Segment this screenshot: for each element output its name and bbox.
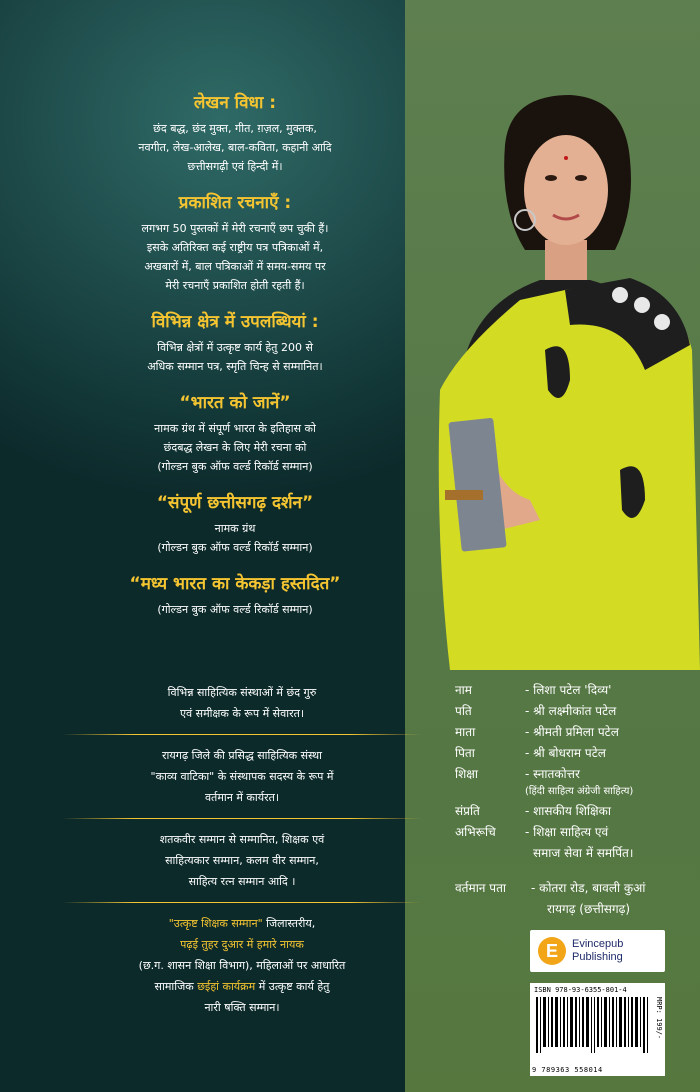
info-value: - श्री बोधराम पटेल	[525, 746, 606, 760]
info-label: अभिरूचि	[455, 825, 496, 839]
section-madhya-bharat	[60, 571, 410, 619]
section-heading: “भारत को जानें”	[179, 393, 291, 413]
face-shape	[524, 135, 608, 245]
info-label: नाम	[455, 683, 472, 697]
isbn-barcode-box	[530, 983, 665, 1076]
section-line: मेरी रचनाएँ प्रकाशित होती रहती हैं।	[165, 279, 305, 292]
barcode-icon	[534, 997, 652, 1061]
award-title: "उत्कृष्ट शिक्षक सम्मान"	[168, 917, 263, 930]
info-label: वर्तमान पता	[455, 881, 507, 895]
block-line: वर्तमान में कार्यरत।	[204, 791, 280, 804]
section-bharat-ko-jane	[60, 390, 410, 476]
info-value: - श्रीमती प्रमिला पटेल	[525, 725, 619, 739]
section-line: नामक ग्रंथ में संपूर्ण भारत के इतिहास को	[154, 422, 316, 435]
neck-shape	[545, 240, 587, 285]
info-label: शिक्षा	[455, 767, 478, 781]
isbn-text: ISBN 978-93-6355-801-4	[534, 986, 627, 994]
right-eye	[575, 175, 587, 181]
block-text: जिलास्तरीय,	[262, 917, 316, 930]
block-line: पढ़ई तुहर दुआर में हमारे नायक	[180, 938, 304, 951]
block-line: (छ.ग. शासन शिक्षा विभाग), महिलाओं पर आधारित	[138, 959, 346, 972]
section-writing-genres	[60, 90, 410, 176]
section-line: नामक ग्रंथ	[214, 522, 256, 535]
block-line: साहित्यकार सम्मान, कलम वीर सम्मान,	[165, 854, 319, 867]
info-row-interest-cont: समाज सेवा में समर्पित।	[533, 846, 634, 860]
block-text: सामाजिक	[154, 980, 198, 993]
gold-divider	[62, 734, 422, 735]
info-row-education	[455, 764, 695, 785]
info-value: - शासकीय शिक्षिका	[525, 804, 611, 818]
section-line: (गोल्डन बुक ऑफ वर्ल्ड रिकॉर्ड सम्मान)	[157, 603, 313, 616]
section-achievements	[60, 309, 410, 376]
section-published-works	[60, 190, 410, 295]
block-text: में उत्कृष्ट कार्य हेतु	[255, 980, 330, 993]
mrp-text: MRP: 199/-	[655, 997, 663, 1040]
section-line: (गोल्डन बुक ऑफ वर्ल्ड रिकॉर्ड सम्मान)	[157, 460, 313, 473]
section-chhattisgarh-darshan	[60, 490, 410, 557]
info-row-father	[455, 743, 695, 764]
bindi-shape	[564, 156, 568, 160]
author-portrait	[430, 90, 700, 670]
service-block	[62, 682, 422, 730]
info-row-name	[455, 680, 695, 701]
program-name: छईहां कार्यक्रम	[197, 980, 256, 993]
info-label: पति	[455, 704, 472, 718]
info-label: माता	[455, 725, 476, 739]
left-eye	[545, 175, 557, 181]
achievements-column	[60, 90, 410, 633]
service-block	[62, 829, 422, 898]
service-blocks	[62, 682, 422, 1024]
info-label: संप्रति	[455, 804, 480, 818]
section-line: विभिन्न क्षेत्रों में उत्कृष्ट कार्य हेतु 200 से	[157, 341, 313, 354]
border-motif	[634, 297, 650, 313]
section-heading: प्रकाशित रचनाएँ :	[178, 193, 292, 213]
block-line: शतकवीर सम्मान से सम्मानित, शिक्षक एवं	[159, 833, 325, 846]
info-value: - स्नातकोत्तर	[525, 767, 580, 781]
publisher-e-icon: E	[538, 937, 566, 965]
award-block	[62, 913, 422, 1024]
info-row-address-cont: रायगढ़ (छत्तीसगढ़)	[547, 902, 631, 916]
gold-divider	[62, 902, 422, 903]
block-line: "काव्य वाटिका" के संस्थापक सदस्य के रूप में	[150, 770, 334, 783]
section-heading: “मध्य भारत का केकड़ा हस्तदित”	[129, 574, 341, 594]
info-value: - कोतरा रोड, बावली कुआं	[531, 881, 646, 895]
section-heading: “संपूर्ण छत्तीसगढ़ दर्शन”	[156, 493, 314, 513]
block-line: साहित्य रत्न सम्मान आदि ।	[188, 875, 296, 888]
section-line: लगभग 50 पुस्तकों में मेरी रचनाएँ छप चुकी हैं।	[141, 222, 329, 235]
service-block	[62, 745, 422, 814]
info-row-husband	[455, 701, 695, 722]
block-line: विभिन्न साहित्यिक संस्थाओं में छंद गुरु	[167, 686, 317, 699]
section-heading: लेखन विधा :	[193, 93, 277, 113]
section-heading: विभिन्न क्षेत्र में उपलब्धियां :	[151, 312, 319, 332]
info-label: पिता	[455, 746, 475, 760]
info-value: - लिशा पटेल 'दिव्य'	[525, 683, 612, 697]
section-line: अधिक सम्मान पत्र, स्मृति चिन्ह से सम्मानित।	[147, 360, 323, 373]
block-line	[62, 976, 422, 997]
border-motif	[654, 314, 670, 330]
section-line: नवगीत, लेख-आलेख, बाल-कविता, कहानी आदि	[138, 141, 332, 154]
barcode-number: 9 789363 558014	[532, 1066, 603, 1074]
block-line	[62, 913, 422, 934]
section-line: (गोल्डन बुक ऑफ वर्ल्ड रिकॉर्ड सम्मान)	[157, 541, 313, 554]
info-row-occupation	[455, 801, 695, 822]
block-line: रायगढ़ जिले की प्रसिद्ध साहित्यिक संस्था	[162, 749, 322, 762]
author-info	[455, 680, 695, 920]
section-line: छंदबद्ध लेखन के लिए मेरी रचना को	[163, 441, 307, 454]
section-line: छंद बद्ध, छंद मुक्त, गीत, ग़ज़ल, मुक्तक,	[153, 122, 317, 135]
block-line: नारी षक्ति सम्मान।	[204, 1001, 280, 1014]
info-row-education-detail: (हिंदी साहित्य अंग्रेजी साहित्य)	[525, 786, 634, 797]
info-value: - श्री लक्ष्मीकांत पटेल	[525, 704, 617, 718]
info-row-address	[455, 878, 695, 899]
info-value: - शिक्षा साहित्य एवं	[525, 825, 609, 839]
section-line: अखबारों में, बाल पत्रिकाओं में समय-समय पर	[144, 260, 326, 273]
info-row-mother	[455, 722, 695, 743]
border-motif	[612, 287, 628, 303]
section-line: इसके अतिरिक्त कई राष्ट्रीय पत्र पत्रिकाओं में,	[146, 241, 324, 254]
publisher-logo	[530, 930, 665, 972]
bangle-shape	[445, 490, 483, 500]
publisher-line: Evincepub	[572, 938, 624, 950]
publisher-name	[572, 938, 623, 964]
publisher-line: Publishing	[572, 951, 623, 963]
block-line: एवं समीक्षक के रूप में सेवारत।	[179, 707, 305, 720]
section-line: छत्तीसगढ़ी एवं हिन्दी में।	[187, 160, 283, 173]
gold-divider	[62, 818, 422, 819]
info-row-interest	[455, 822, 695, 843]
